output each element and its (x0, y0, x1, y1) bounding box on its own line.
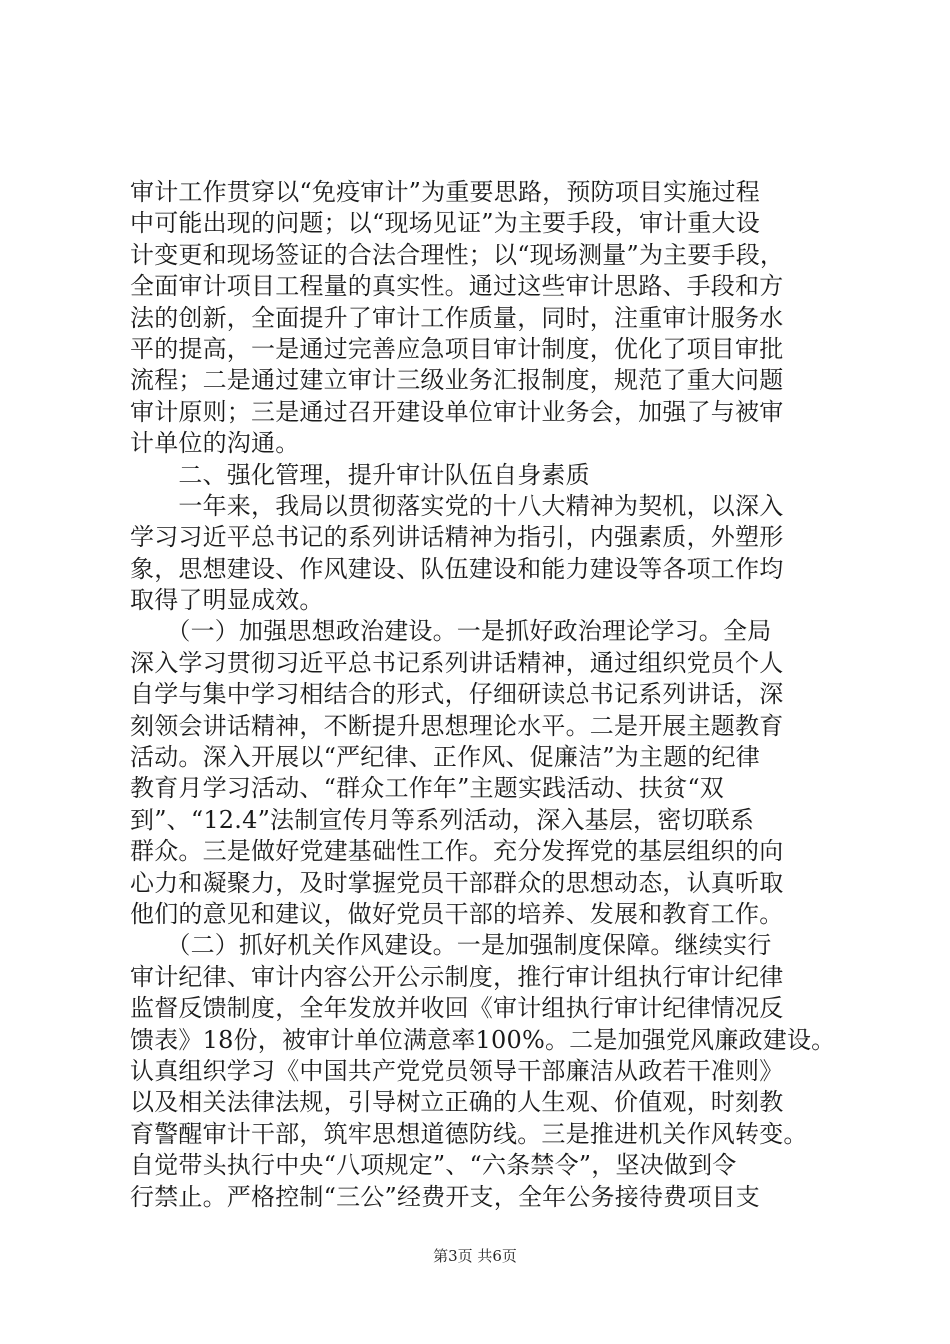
text-line: 馈表》18份，被审计单位满意率100%。二是加强党风廉政建设。 (130, 1025, 836, 1054)
text-line: 到”、“12.4”法制宣传月等系列活动，深入基层，密切联系 (130, 805, 755, 834)
text-line: 二、强化管理，提升审计队伍自身素质 (130, 460, 590, 489)
text-line: 法的创新，全面提升了审计工作质量，同时，注重审计服务水 (130, 303, 784, 332)
text-line: 审计纪律、审计内容公开公示制度，推行审计组执行审计纪律 (130, 962, 784, 991)
text-line: 象，思想建设、作风建设、队伍建设和能力建设等各项工作均 (130, 554, 784, 583)
page-footer: 第3页 共6页 (433, 1247, 517, 1265)
text-line: 育警醒审计干部，筑牢思想道德防线。三是推进机关作风转变。 (130, 1119, 808, 1148)
text-line: 取得了明显成效。 (130, 586, 324, 615)
text-line: 审计原则；三是通过召开建设单位审计业务会，加强了与被审 (130, 397, 784, 426)
text-line: 他们的意见和建议，做好党员干部的培养、发展和教育工作。 (130, 899, 784, 928)
text-line: 平的提高，一是通过完善应急项目审计制度，优化了项目审批 (130, 334, 784, 363)
text-line: （二）抓好机关作风建设。一是加强制度保障。继续实行 (130, 931, 772, 960)
text-line: 学习习近平总书记的系列讲话精神为指引，内强素质，外塑形 (130, 523, 784, 552)
text-line: 计单位的沟通。 (130, 429, 300, 458)
body-text (130, 177, 850, 1213)
text-line: 自学与集中学习相结合的形式，仔细研读总书记系列讲话，深 (130, 680, 784, 709)
text-line: 监督反馈制度，全年发放并收回《审计组执行审计纪律情况反 (130, 994, 784, 1023)
text-line: 全面审计项目工程量的真实性。通过这些审计思路、手段和方 (130, 272, 784, 301)
text-line: （一）加强思想政治建设。一是抓好政治理论学习。全局 (130, 617, 772, 646)
text-line: 教育月学习活动、“群众工作年”主题实践活动、扶贫“双 (130, 774, 725, 803)
text-line: 认真组织学习《中国共产党党员领导干部廉洁从政若干准则》 (130, 1056, 784, 1085)
text-line: 刻领会讲话精神，不断提升思想理论水平。二是开展主题教育 (130, 711, 784, 740)
text-line: 以及相关法律法规，引导树立正确的人生观、价值观，时刻教 (130, 1088, 784, 1117)
text-line: 中可能出现的问题；以“现场见证”为主要手段，审计重大设 (130, 209, 760, 238)
text-line: 计变更和现场签证的合法合理性；以“现场测量”为主要手段， (130, 240, 785, 269)
text-line: 深入学习贯彻习近平总书记系列讲话精神，通过组织党员个人 (130, 648, 784, 677)
text-line: 活动。深入开展以“严纪律、正作风、促廉洁”为主题的纪律 (130, 743, 760, 772)
text-line: 一年来，我局以贯彻落实党的十八大精神为契机，以深入 (130, 491, 784, 520)
text-line: 心力和凝聚力，及时掌握党员干部群众的思想动态，认真听取 (130, 868, 784, 897)
text-line: 审计工作贯穿以“免疫审计”为重要思路，预防项目实施过程 (130, 178, 760, 206)
text-line: 群众。三是做好党建基础性工作。充分发挥党的基层组织的向 (130, 837, 784, 866)
text-line: 自觉带头执行中央“八项规定”、“六条禁令”，坚决做到令 (130, 1151, 737, 1180)
text-line: 流程；二是通过建立审计三级业务汇报制度，规范了重大问题 (130, 366, 784, 395)
text-line: 行禁止。严格控制“三公”经费开支，全年公务接待费项目支 (130, 1182, 760, 1211)
